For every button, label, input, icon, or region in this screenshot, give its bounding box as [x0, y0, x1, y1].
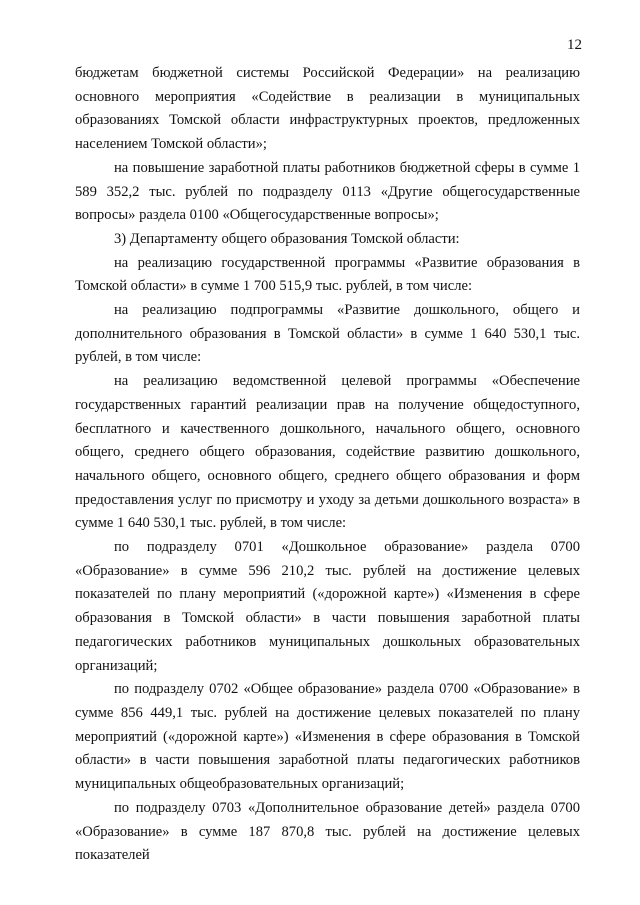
paragraph-salary-increase: на повышение заработной платы работников бюджетной сферы в сумме 1 589 352,2 тыс. рублей по подразделу 0113 «Другие общегосударственные вопросы» раздела 0100 «Общегосударственные вопросы»; — [75, 159, 580, 224]
paragraph-state-program: на реализацию государственной программы «Развитие образования в Томской области» в сумме 1 700 515,9 тыс. рублей, в том числе: — [75, 254, 580, 295]
paragraph-subsection-0702: по подразделу 0702 «Общее образование» раздела 0700 «Образование» в сумме 856 449,1 тыс. рублей на достижение целевых показателей по плану мероприятий («дорожной карте») «Изменения в сфере образования в Томской области» в части повышения заработной платы педагогических работников муниципальных общеобразовательных организаций; — [75, 681, 580, 793]
body-text — [75, 62, 580, 868]
paragraph-department-heading: 3) Департаменту общего образования Томской области: — [114, 230, 460, 247]
page-number: 12 — [567, 37, 582, 53]
paragraph-subsection-0701: по подразделу 0701 «Дошкольное образование» раздела 0700 «Образование» в сумме 596 210,2 тыс. рублей на достижение целевых показателей по плану мероприятий («дорожной карте») «Изменения в сфере образования в Томской области» в части повышения заработной платы педагогических работников муниципальных дошкольных образовательных организаций; — [75, 539, 580, 674]
paragraph-subsection-0703: по подразделу 0703 «Дополнительное образование детей» раздела 0700 «Образование» в сумме 187 870,8 тыс. рублей на достижение целевых показателей — [75, 799, 580, 864]
paragraph-continuation: бюджетам бюджетной системы Российской Федерации» на реализацию основного мероприятия «Содействие в реализации в муниципальных образованиях Томской области инфраструктурных проектов, предложенных населением Томской области»; — [75, 65, 580, 153]
paragraph-subprogram: на реализацию подпрограммы «Развитие дошкольного, общего и дополнительного образования в Томской области» в сумме 1 640 530,1 тыс. рублей, в том числе: — [75, 302, 580, 366]
paragraph-departmental-program: на реализацию ведомственной целевой программы «Обеспечение государственных гарантий реализации прав на получение общедоступного, бесплатного и качественного дошкольного, начального общего, основного общего, среднего общего образования, содействие развитию дошкольного, начального общего, основного общего, среднего общего образования и форм предоставления услуг по присмотру и уходу за детьми дошкольного возраста» в сумме 1 640 530,1 тыс. рублей, в том числе: — [75, 373, 580, 532]
